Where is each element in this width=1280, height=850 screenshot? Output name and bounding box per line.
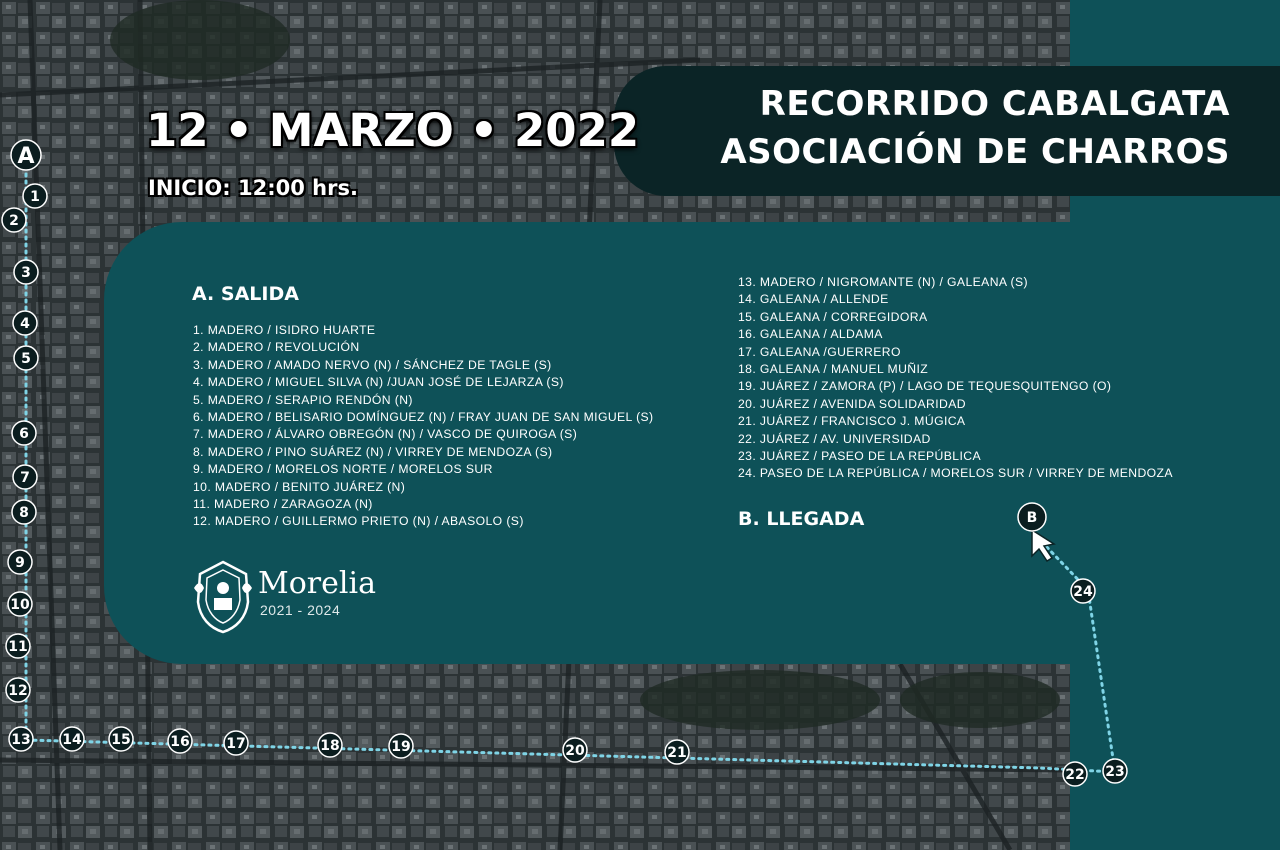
route-stop-marker (14, 346, 38, 370)
title-line-1: RECORRIDO CABALGATA (759, 84, 1230, 124)
stop-item: 5. MADERO / SERAPIO RENDÓN (N) (193, 392, 413, 407)
end-heading: B. LLEGADA (738, 508, 865, 530)
route-stop-marker (389, 734, 413, 758)
start-heading: A. SALIDA (192, 283, 299, 305)
marker-label: 13 (11, 732, 31, 748)
marker-label: 3 (21, 265, 31, 281)
route-stop-marker (2, 208, 26, 232)
stop-item: 18. GALEANA / MANUEL MUÑIZ (738, 362, 929, 377)
brand-name: Morelia (258, 566, 376, 601)
marker-label: 9 (15, 555, 25, 571)
marker-label: 5 (21, 351, 31, 367)
marker-label: 2 (9, 213, 19, 229)
route-stop-marker (563, 738, 587, 762)
route-stop-marker (12, 421, 36, 445)
stop-item: 24. PASEO DE LA REPÚBLICA / MORELOS SUR / VIRREY DE MENDOZA (738, 466, 1173, 481)
route-stop-marker (665, 740, 689, 764)
route-stop-marker (1071, 579, 1095, 603)
route-stop-marker (224, 731, 248, 755)
stop-item: 4. MADERO / MIGUEL SILVA (N) /JUAN JOSÉ DE LEJARZA (S) (193, 375, 564, 390)
stop-item: 6. MADERO / BELISARIO DOMÍNGUEZ (N) / FRAY JUAN DE SAN MIGUEL (S) (193, 410, 654, 425)
marker-label: 14 (62, 732, 82, 748)
stop-item: 2. MADERO / REVOLUCIÓN (193, 340, 360, 355)
marker-label: 20 (565, 743, 585, 759)
marker-label: 1 (30, 189, 40, 205)
stop-item: 16. GALEANA / ALDAMA (738, 327, 883, 342)
stop-item: 12. MADERO / GUILLERMO PRIETO (N) / ABASOLO (S) (193, 514, 524, 529)
marker-label: 17 (226, 736, 246, 752)
marker-label: 7 (20, 470, 30, 486)
route-stop-marker (13, 465, 37, 489)
stop-item: 10. MADERO / BENITO JUÁREZ (N) (193, 479, 406, 494)
route-stop-marker (109, 727, 133, 751)
start-time: INICIO: 12:00 hrs. (148, 176, 358, 200)
stop-item: 15. GALEANA / CORREGIDORA (738, 309, 928, 324)
route-stop-marker (9, 727, 33, 751)
event-date: 12 • MARZO • 2022 (146, 104, 640, 157)
stop-item: 17. GALEANA /GUERRERO (738, 344, 901, 359)
stop-item: 11. MADERO / ZARAGOZA (N) (193, 497, 373, 512)
stop-item: 8. MADERO / PINO SUÁREZ (N) / VIRREY DE MENDOZA (S) (193, 444, 553, 459)
marker-label: 23 (1105, 764, 1125, 780)
route-stop-marker (6, 634, 30, 658)
route-stop-marker (60, 727, 84, 751)
marker-label: 24 (1073, 584, 1093, 600)
stop-item: 19. JUÁREZ / ZAMORA (P) / LAGO DE TEQUESQUITENGO (O) (738, 379, 1112, 394)
stop-item: 14. GALEANA / ALLENDE (738, 292, 889, 307)
marker-label: 16 (170, 734, 190, 750)
marker-label: 15 (111, 732, 131, 748)
stop-item: 20. JUÁREZ / AVENIDA SOLIDARIDAD (738, 396, 966, 411)
stop-item: 13. MADERO / NIGROMANTE (N) / GALEANA (S) (738, 275, 1028, 289)
marker-label: 18 (320, 738, 340, 754)
brand-years: 2021 - 2024 (260, 602, 341, 618)
marker-label: 21 (667, 745, 687, 761)
stop-item: 23. JUÁREZ / PASEO DE LA REPÚBLICA (738, 449, 981, 464)
marker-label: 12 (8, 683, 28, 699)
start-marker (11, 140, 41, 170)
marker-label: 8 (19, 505, 29, 521)
stop-item: 7. MADERO / ÁLVARO OBREGÓN (N) / VASCO DE QUIROGA (S) (193, 427, 578, 442)
stop-item: 9. MADERO / MORELOS NORTE / MORELOS SUR (193, 462, 493, 477)
route-stop-marker (23, 184, 47, 208)
marker-label: 4 (20, 316, 30, 332)
marker-label: 11 (8, 639, 28, 655)
stop-item: 22. JUÁREZ / AV. UNIVERSIDAD (738, 431, 931, 446)
route-stop-marker (8, 592, 32, 616)
stop-item: 3. MADERO / AMADO NERVO (N) / SÁNCHEZ DE TAGLE (S) (193, 357, 552, 372)
arrow-icon (1032, 530, 1054, 561)
marker-label: A (17, 144, 35, 169)
route-path (26, 160, 1115, 772)
marker-label: 22 (1065, 767, 1085, 783)
marker-label: 6 (19, 426, 29, 442)
end-marker (1018, 503, 1046, 531)
route-stop-marker (14, 260, 38, 284)
route-stop-marker (318, 733, 342, 757)
route-stop-marker (1063, 762, 1087, 786)
route-stop-marker (168, 729, 192, 753)
stop-item: 1. MADERO / ISIDRO HUARTE (193, 323, 376, 337)
route-stop-marker (12, 500, 36, 524)
route-stop-marker (1103, 759, 1127, 783)
marker-label: 10 (10, 597, 30, 613)
stop-item: 21. JUÁREZ / FRANCISCO J. MÚGICA (738, 414, 966, 429)
route-stop-marker (6, 678, 30, 702)
marker-label: 19 (391, 739, 411, 755)
route-stop-marker (13, 311, 37, 335)
route-stop-marker (8, 550, 32, 574)
marker-label: B (1026, 510, 1038, 526)
title-line-2: ASOCIACIÓN DE CHARROS (720, 132, 1230, 172)
